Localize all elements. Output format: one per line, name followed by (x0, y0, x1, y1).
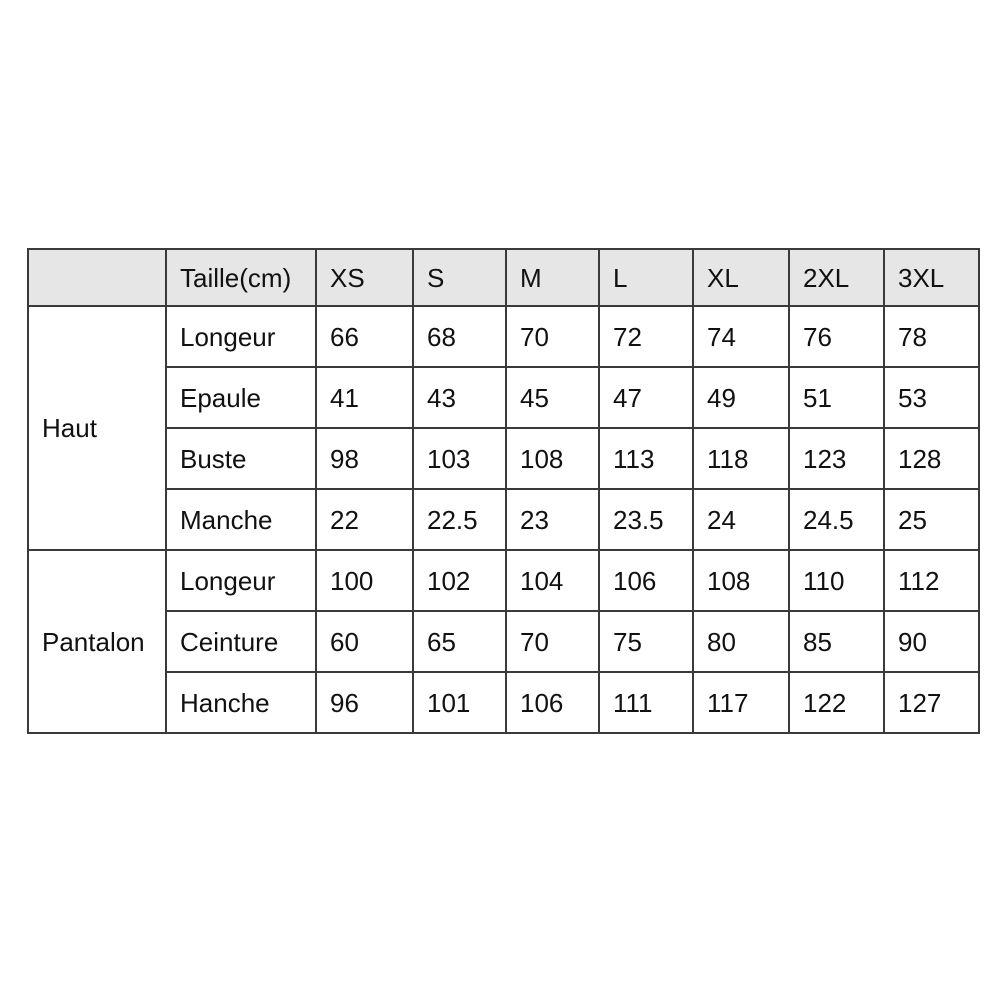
value-cell: 85 (789, 611, 884, 672)
header-size-cell: L (599, 249, 693, 306)
value-cell: 78 (884, 306, 979, 367)
row-measure-label-cell: Longeur (166, 550, 316, 611)
size-chart-table (27, 248, 980, 734)
value-cell: 104 (506, 550, 599, 611)
value-cell: 47 (599, 367, 693, 428)
value-cell: 41 (316, 367, 413, 428)
header-size-cell: M (506, 249, 599, 306)
header-row (28, 249, 979, 306)
value-cell: 110 (789, 550, 884, 611)
table-row (28, 306, 979, 367)
header-size-cell: 2XL (789, 249, 884, 306)
table-head (28, 249, 979, 306)
value-cell: 101 (413, 672, 506, 733)
value-cell: 60 (316, 611, 413, 672)
row-measure-label-cell: Hanche (166, 672, 316, 733)
value-cell: 23.5 (599, 489, 693, 550)
value-cell: 123 (789, 428, 884, 489)
row-measure-label-cell: Buste (166, 428, 316, 489)
value-cell: 108 (693, 550, 789, 611)
value-cell: 66 (316, 306, 413, 367)
table-row (28, 428, 979, 489)
row-measure-label-cell: Longeur (166, 306, 316, 367)
value-cell: 24.5 (789, 489, 884, 550)
header-size-cell: S (413, 249, 506, 306)
value-cell: 22 (316, 489, 413, 550)
value-cell: 106 (599, 550, 693, 611)
value-cell: 98 (316, 428, 413, 489)
value-cell: 74 (693, 306, 789, 367)
value-cell: 103 (413, 428, 506, 489)
table-row (28, 367, 979, 428)
value-cell: 53 (884, 367, 979, 428)
value-cell: 122 (789, 672, 884, 733)
row-measure-label-cell: Manche (166, 489, 316, 550)
value-cell: 72 (599, 306, 693, 367)
value-cell: 75 (599, 611, 693, 672)
table-row (28, 489, 979, 550)
group-label-cell: Pantalon (28, 550, 166, 733)
value-cell: 90 (884, 611, 979, 672)
header-measure-label: Taille(cm) (166, 249, 316, 306)
header-corner-cell (28, 249, 166, 306)
value-cell: 76 (789, 306, 884, 367)
value-cell: 128 (884, 428, 979, 489)
value-cell: 106 (506, 672, 599, 733)
value-cell: 112 (884, 550, 979, 611)
value-cell: 49 (693, 367, 789, 428)
value-cell: 51 (789, 367, 884, 428)
value-cell: 24 (693, 489, 789, 550)
value-cell: 23 (506, 489, 599, 550)
value-cell: 108 (506, 428, 599, 489)
table-body (28, 306, 979, 733)
value-cell: 25 (884, 489, 979, 550)
value-cell: 117 (693, 672, 789, 733)
value-cell: 68 (413, 306, 506, 367)
header-size-cell: XS (316, 249, 413, 306)
value-cell: 100 (316, 550, 413, 611)
value-cell: 45 (506, 367, 599, 428)
value-cell: 80 (693, 611, 789, 672)
value-cell: 22.5 (413, 489, 506, 550)
header-size-cell: 3XL (884, 249, 979, 306)
table-row (28, 672, 979, 733)
row-measure-label-cell: Epaule (166, 367, 316, 428)
value-cell: 118 (693, 428, 789, 489)
header-size-cell: XL (693, 249, 789, 306)
group-label-cell: Haut (28, 306, 166, 550)
value-cell: 102 (413, 550, 506, 611)
value-cell: 43 (413, 367, 506, 428)
value-cell: 96 (316, 672, 413, 733)
row-measure-label-cell: Ceinture (166, 611, 316, 672)
value-cell: 127 (884, 672, 979, 733)
value-cell: 70 (506, 611, 599, 672)
table-row (28, 550, 979, 611)
value-cell: 113 (599, 428, 693, 489)
value-cell: 65 (413, 611, 506, 672)
value-cell: 111 (599, 672, 693, 733)
value-cell: 70 (506, 306, 599, 367)
table-row (28, 611, 979, 672)
